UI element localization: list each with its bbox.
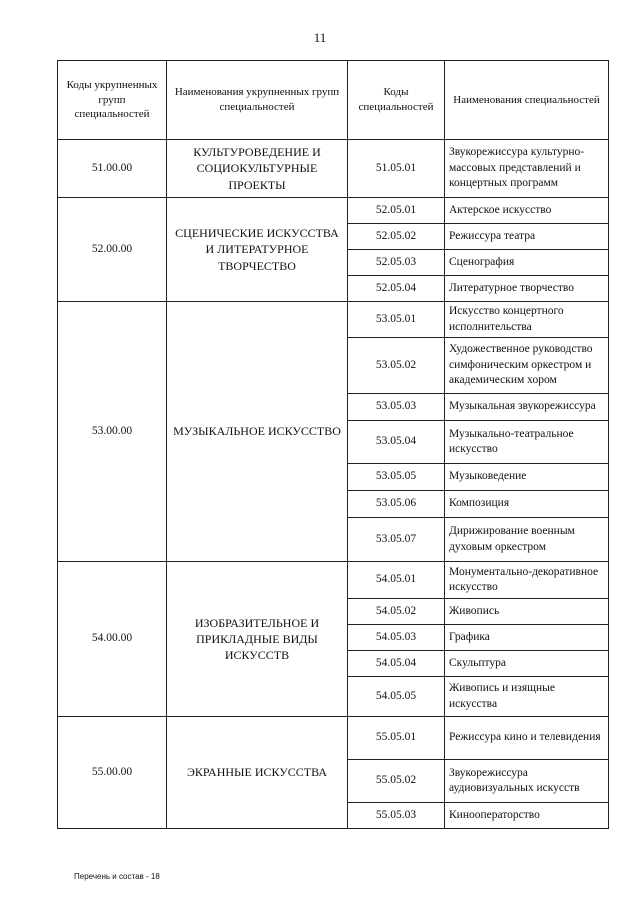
specialty-code-cell: 53.05.04 — [348, 421, 445, 464]
specialty-name-cell: Музыкальная звукорежиссура — [445, 394, 609, 421]
specialty-name-cell: Звукорежиссура аудиовизуальных искусств — [445, 760, 609, 803]
specialty-name-cell: Дирижирование военным духовым оркестром — [445, 518, 609, 562]
specialty-name-cell: Литературное творчество — [445, 276, 609, 302]
table-row — [58, 562, 609, 599]
specialty-name-cell: Актерское искусство — [445, 198, 609, 224]
specialty-name-cell: Монументально-декоративное искусство — [445, 562, 609, 599]
table-header-row — [58, 61, 609, 140]
specialty-code-cell: 53.05.01 — [348, 302, 445, 338]
specialty-name-cell: Живопись — [445, 599, 609, 625]
specialty-name-cell: Музыковедение — [445, 464, 609, 491]
footer-note: Перечень и состав - 18 — [74, 872, 160, 881]
header-specialty-code: Коды специальностей — [348, 61, 445, 140]
specialty-code-cell: 55.05.03 — [348, 803, 445, 829]
specialty-code-cell: 52.05.02 — [348, 224, 445, 250]
specialty-code-cell: 52.05.01 — [348, 198, 445, 224]
group-code-cell: 51.00.00 — [58, 140, 167, 198]
specialty-code-cell: 53.05.07 — [348, 518, 445, 562]
group-name-cell: КУЛЬТУРОВЕДЕНИЕ И СОЦИОКУЛЬТУРНЫЕ ПРОЕКТЫ — [167, 140, 348, 198]
specialty-name-cell: Режиссура театра — [445, 224, 609, 250]
specialty-code-cell: 52.05.04 — [348, 276, 445, 302]
specialty-code-cell: 52.05.03 — [348, 250, 445, 276]
specialty-name-cell: Искусство концертного исполнительства — [445, 302, 609, 338]
specialty-name-cell: Звукорежиссура культурно-массовых представлений и концертных программ — [445, 140, 609, 198]
specialty-code-cell: 54.05.05 — [348, 677, 445, 717]
header-specialty-name: Наименования специальностей — [445, 61, 609, 140]
specialty-code-cell: 53.05.03 — [348, 394, 445, 421]
group-name-cell: ИЗОБРАЗИТЕЛЬНОЕ И ПРИКЛАДНЫЕ ВИДЫ ИСКУССТВ — [167, 562, 348, 717]
specialties-table — [57, 60, 609, 829]
specialty-code-cell: 51.05.01 — [348, 140, 445, 198]
specialty-code-cell: 54.05.03 — [348, 625, 445, 651]
specialty-name-cell: Музыкально-театральное искусство — [445, 421, 609, 464]
specialty-code-cell: 53.05.06 — [348, 491, 445, 518]
group-name-cell: СЦЕНИЧЕСКИЕ ИСКУССТВА И ЛИТЕРАТУРНОЕ ТВОРЧЕСТВО — [167, 198, 348, 302]
header-group-code: Коды укрупненных групп специальностей — [58, 61, 167, 140]
specialty-name-cell: Скульптура — [445, 651, 609, 677]
specialty-name-cell: Кинооператорство — [445, 803, 609, 829]
specialty-code-cell: 53.05.02 — [348, 338, 445, 394]
table-row — [58, 717, 609, 760]
group-name-cell: МУЗЫКАЛЬНОЕ ИСКУССТВО — [167, 302, 348, 562]
table-row — [58, 140, 609, 198]
specialty-code-cell: 55.05.02 — [348, 760, 445, 803]
specialty-name-cell: Художественное руководство симфоническим оркестром и академическим хором — [445, 338, 609, 394]
group-name-cell: ЭКРАННЫЕ ИСКУССТВА — [167, 717, 348, 829]
specialty-code-cell: 54.05.01 — [348, 562, 445, 599]
group-code-cell: 53.00.00 — [58, 302, 167, 562]
specialty-code-cell: 55.05.01 — [348, 717, 445, 760]
page-number: 11 — [313, 30, 327, 45]
specialty-code-cell: 54.05.04 — [348, 651, 445, 677]
group-code-cell: 52.00.00 — [58, 198, 167, 302]
table-body — [58, 140, 609, 829]
specialty-name-cell: Живопись и изящные искусства — [445, 677, 609, 717]
specialty-code-cell: 53.05.05 — [348, 464, 445, 491]
specialty-name-cell: Графика — [445, 625, 609, 651]
specialty-name-cell: Композиция — [445, 491, 609, 518]
group-code-cell: 54.00.00 — [58, 562, 167, 717]
table-row — [58, 302, 609, 338]
header-group-name: Наименования укрупненных групп специальностей — [167, 61, 348, 140]
specialty-name-cell: Сценография — [445, 250, 609, 276]
specialty-code-cell: 54.05.02 — [348, 599, 445, 625]
table-row — [58, 198, 609, 224]
group-code-cell: 55.00.00 — [58, 717, 167, 829]
specialty-name-cell: Режиссура кино и телевидения — [445, 717, 609, 760]
